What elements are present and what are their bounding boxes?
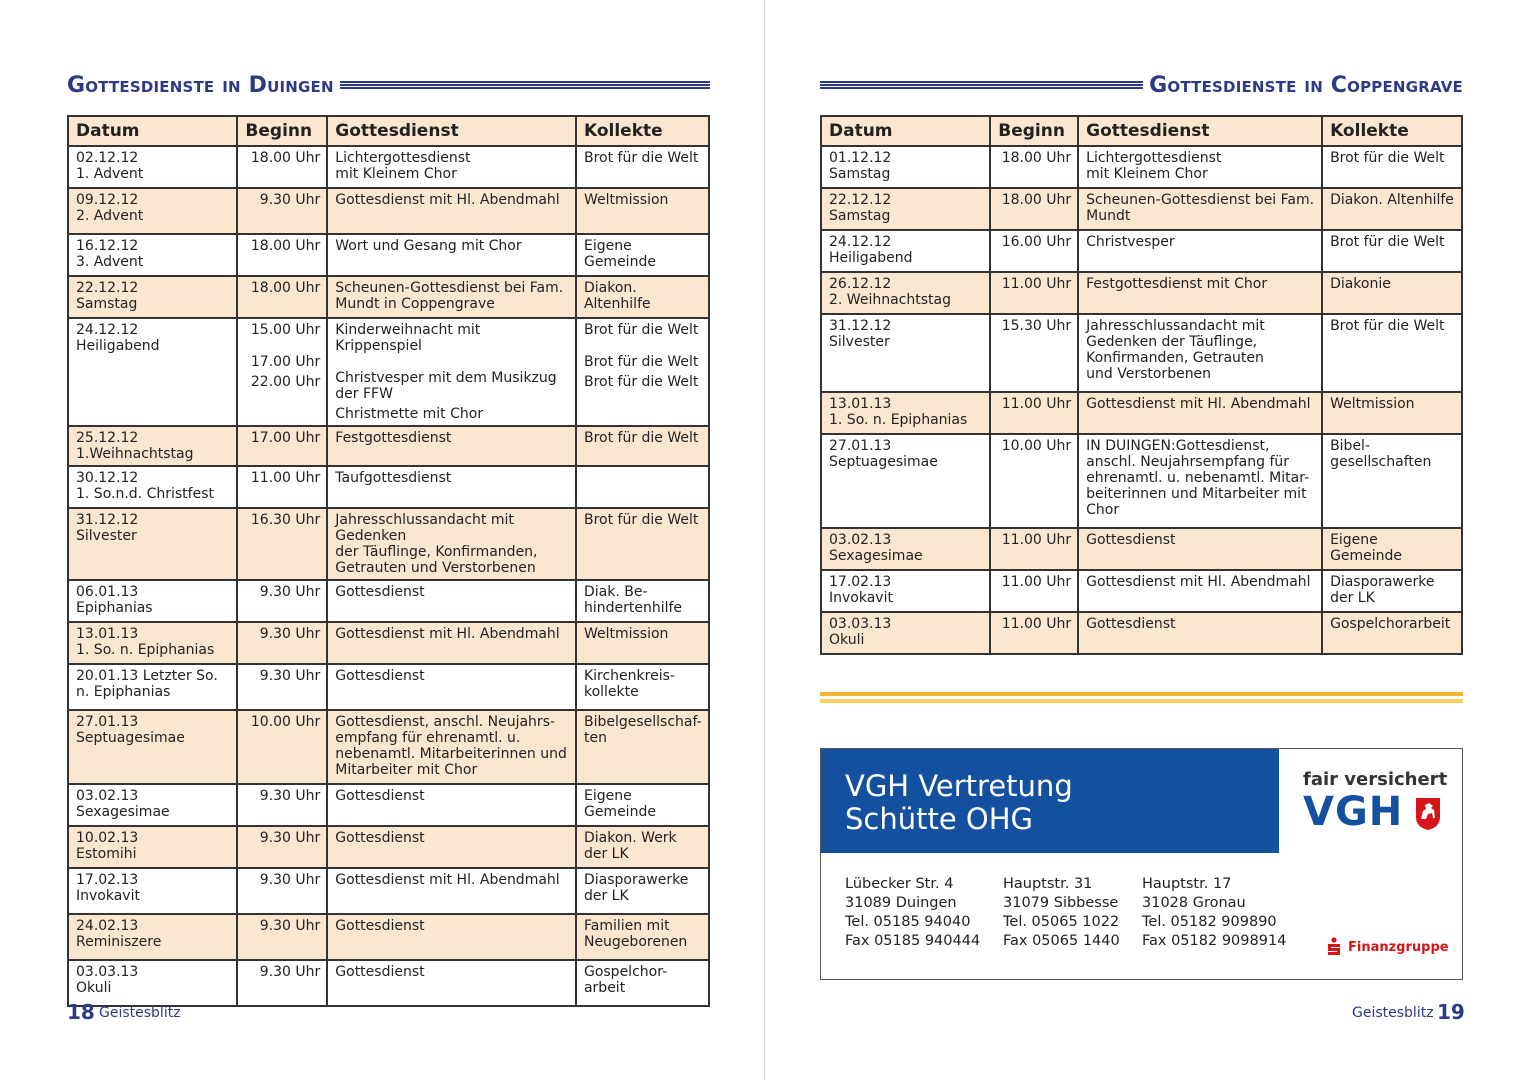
cell-gottesdienst: Jahresschlussandacht mit Gedenken der Täuflinge, Konfirmanden, Getrauten und Verstorbenen (1078, 314, 1322, 392)
vgh-advertisement (820, 748, 1463, 980)
cell-beginn: 9.30 Uhr (237, 914, 327, 960)
col-header-kollekte: Kollekte (1322, 116, 1462, 146)
cell-gottesdienst: Festgottesdienst mit Chor (1078, 272, 1322, 314)
cell-datum: 03.02.13 Sexagesimae (68, 784, 237, 826)
cell-kollekte: Eigene Gemeinde (576, 784, 709, 826)
cell-datum: 30.12.12 1. So.n.d. Christfest (68, 466, 237, 508)
cell-datum: 31.12.12 Silvester (68, 508, 237, 580)
table-row (821, 570, 1462, 612)
table-row (821, 612, 1462, 654)
col-header-gottesdienst: Gottesdienst (1078, 116, 1322, 146)
address-gronau: Hauptstr. 17 31028 Gronau Tel. 05182 909890 Fax 05182 9098914 (1142, 876, 1287, 949)
table-row (68, 826, 709, 868)
cell-kollekte: Brot für die Welt (1322, 314, 1462, 392)
sub-kollekte: Brot für die Welt (583, 374, 699, 390)
table-row (821, 528, 1462, 570)
cell-kollekte: Bibel- gesellschaften (1322, 434, 1462, 528)
sub-kollekte: Brot für die Welt (583, 322, 699, 338)
cell-beginn: 16.30 Uhr (237, 508, 327, 580)
table-row (68, 318, 709, 426)
table-row (821, 314, 1462, 392)
cell-kollekte: Weltmission (576, 188, 709, 234)
cell-datum: 13.01.13 1. So. n. Epiphanias (821, 392, 990, 434)
cell-beginn: 9.30 Uhr (237, 960, 327, 1006)
page-title-right: Gottesdienste in Coppengrave (1149, 72, 1463, 98)
table-row (68, 580, 709, 622)
ad-title-line1: VGH Vertretung (845, 769, 1073, 803)
cell-datum: 06.01.13 Epiphanias (68, 580, 237, 622)
cell-datum: 22.12.12 Samstag (821, 188, 990, 230)
sub-beginn: 17.00 Uhr (250, 354, 321, 370)
sub-gottesdienst: Christmette mit Chor (335, 406, 484, 422)
page-title-left: Gottesdienste in Duingen (67, 72, 334, 98)
cell-datum: 27.01.13 Septuagesimae (68, 710, 237, 784)
cell-datum: 02.12.12 1. Advent (68, 146, 237, 188)
cell-datum: 10.02.13 Estomihi (68, 826, 237, 868)
schedule-table-coppengrave (820, 115, 1463, 655)
cell-beginn: 11.00 Uhr (990, 528, 1078, 570)
cell-beginn: 10.00 Uhr (237, 710, 327, 784)
cell-kollekte: Weltmission (576, 622, 709, 664)
address-sibbesse: Hauptstr. 31 31079 Sibbesse Tel. 05065 1022 Fax 05065 1440 (1003, 876, 1120, 949)
table-row (68, 146, 709, 188)
cell-datum: 03.02.13 Sexagesimae (821, 528, 990, 570)
cell-gottesdienst: Gottesdienst (327, 580, 576, 622)
cell-kollekte: Diakonie (1322, 272, 1462, 314)
stripe-orange (820, 692, 1463, 696)
cell-datum: 24.12.12 Heiligabend (68, 318, 237, 426)
sparkasse-s-icon (1326, 937, 1342, 957)
cell-gottesdienst: IN DUINGEN:Gottesdienst, anschl. Neujahrsempfang für ehrenamtl. u. nebenamtl. Mitar- beiterinnen und Mitarbeiter mit Chor (1078, 434, 1322, 528)
cell-kollekte: Weltmission (1322, 392, 1462, 434)
cell-gottesdienst: Lichtergottesdienst mit Kleinem Chor (327, 146, 576, 188)
cell-beginn (237, 318, 327, 426)
cell-kollekte: Diasporawerke der LK (576, 868, 709, 914)
page-number-left: 18 (67, 1000, 95, 1024)
sub-kollekte: Brot für die Welt (583, 354, 699, 370)
cell-gottesdienst: Festgottesdienst (327, 426, 576, 466)
cell-gottesdienst: Gottesdienst (1078, 612, 1322, 654)
cell-kollekte: Diasporawerke der LK (1322, 570, 1462, 612)
finanzgruppe-label: Finanzgruppe (1348, 939, 1449, 955)
cell-gottesdienst: Wort und Gesang mit Chor (327, 234, 576, 276)
cell-gottesdienst: Gottesdienst mit Hl. Abendmahl (1078, 570, 1322, 612)
cell-gottesdienst: Christvesper (1078, 230, 1322, 272)
table-row (68, 466, 709, 508)
col-header-gottesdienst: Gottesdienst (327, 116, 576, 146)
cell-beginn: 11.00 Uhr (990, 570, 1078, 612)
table-row (821, 188, 1462, 230)
cell-gottesdienst: Jahresschlussandacht mit Gedenken der Täuflinge, Konfirmanden, Getrauten und Verstorbenen (327, 508, 576, 580)
cell-gottesdienst: Gottesdienst (327, 960, 576, 1006)
cell-beginn: 18.00 Uhr (990, 146, 1078, 188)
cell-datum: 16.12.12 3. Advent (68, 234, 237, 276)
col-header-datum: Datum (68, 116, 237, 146)
cell-datum: 20.01.13 Letzter So. n. Epiphanias (68, 664, 237, 710)
table-row (68, 426, 709, 466)
cell-kollekte: Brot für die Welt (576, 146, 709, 188)
heading-right (820, 70, 1463, 100)
schedule-table-duingen (67, 115, 710, 1007)
sub-gottesdienst: Kinderweihnacht mit Krippenspiel (335, 322, 481, 354)
cell-beginn: 17.00 Uhr (237, 426, 327, 466)
cell-beginn: 9.30 Uhr (237, 868, 327, 914)
col-header-datum: Datum (821, 116, 990, 146)
table-row (68, 960, 709, 1006)
cell-datum: 22.12.12 Samstag (68, 276, 237, 318)
cell-gottesdienst: Lichtergottesdienst mit Kleinem Chor (1078, 146, 1322, 188)
cell-gottesdienst: Gottesdienst (1078, 528, 1322, 570)
cell-kollekte: Familien mit Neugeborenen (576, 914, 709, 960)
cell-gottesdienst: Scheunen-Gottesdienst bei Fam. Mundt in Coppengrave (327, 276, 576, 318)
cell-kollekte: Gospelchor- arbeit (576, 960, 709, 1006)
cell-kollekte: Brot für die Welt (576, 508, 709, 580)
cell-beginn: 9.30 Uhr (237, 664, 327, 710)
cell-datum: 26.12.12 2. Weihnachtstag (821, 272, 990, 314)
cell-beginn: 11.00 Uhr (990, 272, 1078, 314)
cell-datum: 31.12.12 Silvester (821, 314, 990, 392)
col-header-beginn: Beginn (990, 116, 1078, 146)
ad-title-line2: Schütte OHG (845, 802, 1034, 836)
horse-shield-icon (1415, 797, 1441, 831)
cell-beginn: 9.30 Uhr (237, 188, 327, 234)
table-row (821, 434, 1462, 528)
cell-beginn: 9.30 Uhr (237, 580, 327, 622)
cell-gottesdienst: Gottesdienst (327, 784, 576, 826)
ad-title-block (821, 749, 1279, 853)
cell-datum: 13.01.13 1. So. n. Epiphanias (68, 622, 237, 664)
cell-beginn: 16.00 Uhr (990, 230, 1078, 272)
magazine-name-left: Geistesblitz (99, 1005, 181, 1021)
stripe-yellow (820, 699, 1463, 703)
cell-beginn: 18.00 Uhr (237, 276, 327, 318)
cell-gottesdienst: Gottesdienst mit Hl. Abendmahl (1078, 392, 1322, 434)
table-row (68, 914, 709, 960)
cell-kollekte: Brot für die Welt (576, 426, 709, 466)
cell-gottesdienst: Gottesdienst, anschl. Neujahrs- empfang für ehrenamtl. u. nebenamtl. Mitarbeiterinnen und Mitarbeiter mit Chor (327, 710, 576, 784)
cell-datum: 24.12.12 Heiligabend (821, 230, 990, 272)
finanzgruppe-logo (1326, 937, 1449, 957)
cell-kollekte: Gospelchorarbeit (1322, 612, 1462, 654)
table-header-row (821, 116, 1462, 146)
col-header-kollekte: Kollekte (576, 116, 709, 146)
cell-datum: 09.12.12 2. Advent (68, 188, 237, 234)
cell-kollekte: Bibelgesellschaf- ten (576, 710, 709, 784)
table-row (821, 272, 1462, 314)
title-rule-right (820, 81, 1143, 89)
heading-left (67, 70, 710, 100)
cell-kollekte: Kirchenkreis- kollekte (576, 664, 709, 710)
table-row (821, 146, 1462, 188)
cell-kollekte: Diakon. Altenhilfe (1322, 188, 1462, 230)
cell-gottesdienst: Gottesdienst mit Hl. Abendmahl (327, 622, 576, 664)
cell-gottesdienst: Gottesdienst (327, 914, 576, 960)
cell-beginn: 9.30 Uhr (237, 784, 327, 826)
cell-kollekte: Brot für die Welt (1322, 146, 1462, 188)
decorative-stripes (820, 692, 1463, 706)
cell-beginn: 18.00 Uhr (990, 188, 1078, 230)
title-rule-left (340, 81, 710, 89)
cell-beginn: 15.30 Uhr (990, 314, 1078, 392)
cell-datum: 25.12.12 1.Weihnachtstag (68, 426, 237, 466)
table-row (821, 230, 1462, 272)
table-row (68, 188, 709, 234)
cell-beginn: 18.00 Uhr (237, 234, 327, 276)
cell-gottesdienst: Taufgottesdienst (327, 466, 576, 508)
cell-datum: 03.03.13 Okuli (68, 960, 237, 1006)
cell-gottesdienst: Gottesdienst mit Hl. Abendmahl (327, 868, 576, 914)
cell-datum: 03.03.13 Okuli (821, 612, 990, 654)
cell-kollekte (576, 466, 709, 508)
col-header-beginn: Beginn (237, 116, 327, 146)
cell-beginn: 10.00 Uhr (990, 434, 1078, 528)
cell-gottesdienst: Gottesdienst mit Hl. Abendmahl (327, 188, 576, 234)
cell-gottesdienst: Gottesdienst (327, 664, 576, 710)
table-row (68, 664, 709, 710)
cell-kollekte: Eigene Gemeinde (1322, 528, 1462, 570)
magazine-name-right: Geistesblitz (1352, 1005, 1434, 1021)
cell-datum: 17.02.13 Invokavit (821, 570, 990, 612)
cell-datum: 27.01.13 Septuagesimae (821, 434, 990, 528)
table-row (68, 234, 709, 276)
cell-kollekte: Eigene Gemeinde (576, 234, 709, 276)
table-row (68, 276, 709, 318)
cell-datum: 24.02.13 Reminiszere (68, 914, 237, 960)
cell-gottesdienst (327, 318, 576, 426)
table-row (68, 784, 709, 826)
cell-beginn: 9.30 Uhr (237, 622, 327, 664)
cell-beginn: 11.00 Uhr (237, 466, 327, 508)
cell-gottesdienst: Gottesdienst (327, 826, 576, 868)
table-row (68, 868, 709, 914)
cell-kollekte: Diak. Be- hindertenhilfe (576, 580, 709, 622)
cell-beginn: 18.00 Uhr (237, 146, 327, 188)
cell-beginn: 11.00 Uhr (990, 612, 1078, 654)
cell-kollekte: Diakon. Altenhilfe (576, 276, 709, 318)
vgh-logo-text: VGH (1303, 789, 1404, 835)
table-row (68, 710, 709, 784)
cell-beginn: 11.00 Uhr (990, 392, 1078, 434)
page-number-right: 19 (1437, 1000, 1465, 1024)
ad-slogan: fair versichert (1303, 769, 1448, 790)
sub-beginn: 15.00 Uhr (250, 322, 321, 338)
sub-gottesdienst: Christvesper mit dem Musikzug der FFW (335, 370, 557, 402)
cell-kollekte (576, 318, 709, 426)
table-row (68, 622, 709, 664)
cell-datum: 01.12.12 Samstag (821, 146, 990, 188)
sub-beginn: 22.00 Uhr (250, 374, 321, 390)
cell-beginn: 9.30 Uhr (237, 826, 327, 868)
table-header-row (68, 116, 709, 146)
cell-kollekte: Diakon. Werk der LK (576, 826, 709, 868)
cell-datum: 17.02.13 Invokavit (68, 868, 237, 914)
cell-kollekte: Brot für die Welt (1322, 230, 1462, 272)
address-duingen: Lübecker Str. 4 31089 Duingen Tel. 05185 94040 Fax 05185 940444 (845, 876, 981, 949)
cell-gottesdienst: Scheunen-Gottesdienst bei Fam. Mundt (1078, 188, 1322, 230)
table-row (68, 508, 709, 580)
table-row (821, 392, 1462, 434)
